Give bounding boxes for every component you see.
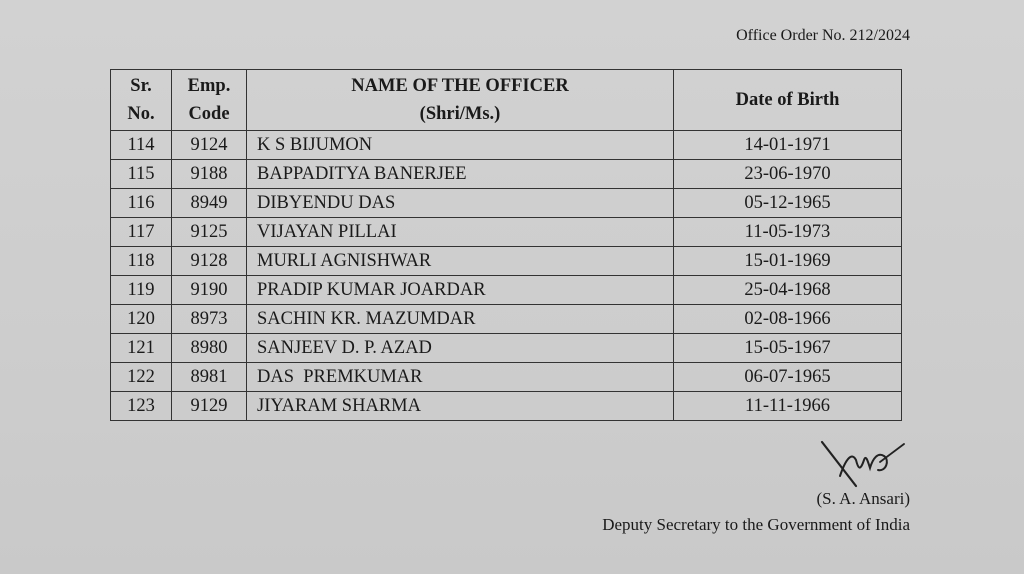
- cell-emp-code: 8973: [172, 305, 247, 334]
- header-sr-no: [111, 70, 172, 131]
- office-order-number: Office Order No. 212/2024: [736, 27, 910, 44]
- signatory-designation: Deputy Secretary to the Government of India: [602, 515, 910, 534]
- header-sr-line1: Sr.: [130, 76, 152, 96]
- table-row: [111, 218, 902, 247]
- cell-sr-no: 116: [111, 189, 172, 218]
- header-emp-code: [172, 70, 247, 131]
- header-officer-name: [247, 70, 674, 131]
- cell-emp-code: 9128: [172, 247, 247, 276]
- cell-date-of-birth: 06-07-1965: [674, 363, 902, 392]
- table-row: [111, 305, 902, 334]
- cell-sr-no: 117: [111, 218, 172, 247]
- cell-sr-no: 121: [111, 334, 172, 363]
- header-sr-line2: No.: [127, 104, 155, 124]
- header-date-of-birth: Date of Birth: [674, 70, 902, 131]
- table-row: [111, 276, 902, 305]
- cell-date-of-birth: 11-11-1966: [674, 392, 902, 421]
- officers-table: [110, 69, 902, 421]
- cell-officer-name: JIYARAM SHARMA: [247, 392, 674, 421]
- cell-date-of-birth: 25-04-1968: [674, 276, 902, 305]
- table-header-row: [111, 70, 902, 131]
- table-row: [111, 247, 902, 276]
- cell-sr-no: 119: [111, 276, 172, 305]
- cell-sr-no: 123: [111, 392, 172, 421]
- header-name-line1: NAME OF THE OFFICER: [351, 76, 569, 96]
- table-row: [111, 392, 902, 421]
- cell-emp-code: 8980: [172, 334, 247, 363]
- cell-emp-code: 9125: [172, 218, 247, 247]
- cell-emp-code: 9188: [172, 160, 247, 189]
- cell-officer-name: SACHIN KR. MAZUMDAR: [247, 305, 674, 334]
- cell-date-of-birth: 15-05-1967: [674, 334, 902, 363]
- cell-officer-name: MURLI AGNISHWAR: [247, 247, 674, 276]
- cell-date-of-birth: 11-05-1973: [674, 218, 902, 247]
- cell-date-of-birth: 05-12-1965: [674, 189, 902, 218]
- cell-sr-no: 122: [111, 363, 172, 392]
- signatory-name: (S. A. Ansari): [816, 489, 910, 508]
- table-row: [111, 131, 902, 160]
- cell-officer-name: DIBYENDU DAS: [247, 189, 674, 218]
- cell-officer-name: VIJAYAN PILLAI: [247, 218, 674, 247]
- cell-emp-code: 8949: [172, 189, 247, 218]
- cell-officer-name: K S BIJUMON: [247, 131, 674, 160]
- cell-sr-no: 120: [111, 305, 172, 334]
- cell-officer-name: DAS PREMKUMAR: [247, 363, 674, 392]
- table-row: [111, 160, 902, 189]
- cell-emp-code: 9129: [172, 392, 247, 421]
- cell-date-of-birth: 15-01-1969: [674, 247, 902, 276]
- cell-officer-name: PRADIP KUMAR JOARDAR: [247, 276, 674, 305]
- cell-officer-name: BAPPADITYA BANERJEE: [247, 160, 674, 189]
- cell-emp-code: 8981: [172, 363, 247, 392]
- cell-date-of-birth: 14-01-1971: [674, 131, 902, 160]
- header-name-line2: (Shri/Ms.): [419, 104, 501, 124]
- cell-sr-no: 114: [111, 131, 172, 160]
- table-row: [111, 363, 902, 392]
- cell-emp-code: 9190: [172, 276, 247, 305]
- cell-emp-code: 9124: [172, 131, 247, 160]
- cell-sr-no: 118: [111, 247, 172, 276]
- header-emp-line1: Emp.: [187, 76, 231, 96]
- cell-date-of-birth: 23-06-1970: [674, 160, 902, 189]
- table-row: [111, 189, 902, 218]
- cell-officer-name: SANJEEV D. P. AZAD: [247, 334, 674, 363]
- cell-sr-no: 115: [111, 160, 172, 189]
- cell-date-of-birth: 02-08-1966: [674, 305, 902, 334]
- table-row: [111, 334, 902, 363]
- header-emp-line2: Code: [188, 104, 230, 124]
